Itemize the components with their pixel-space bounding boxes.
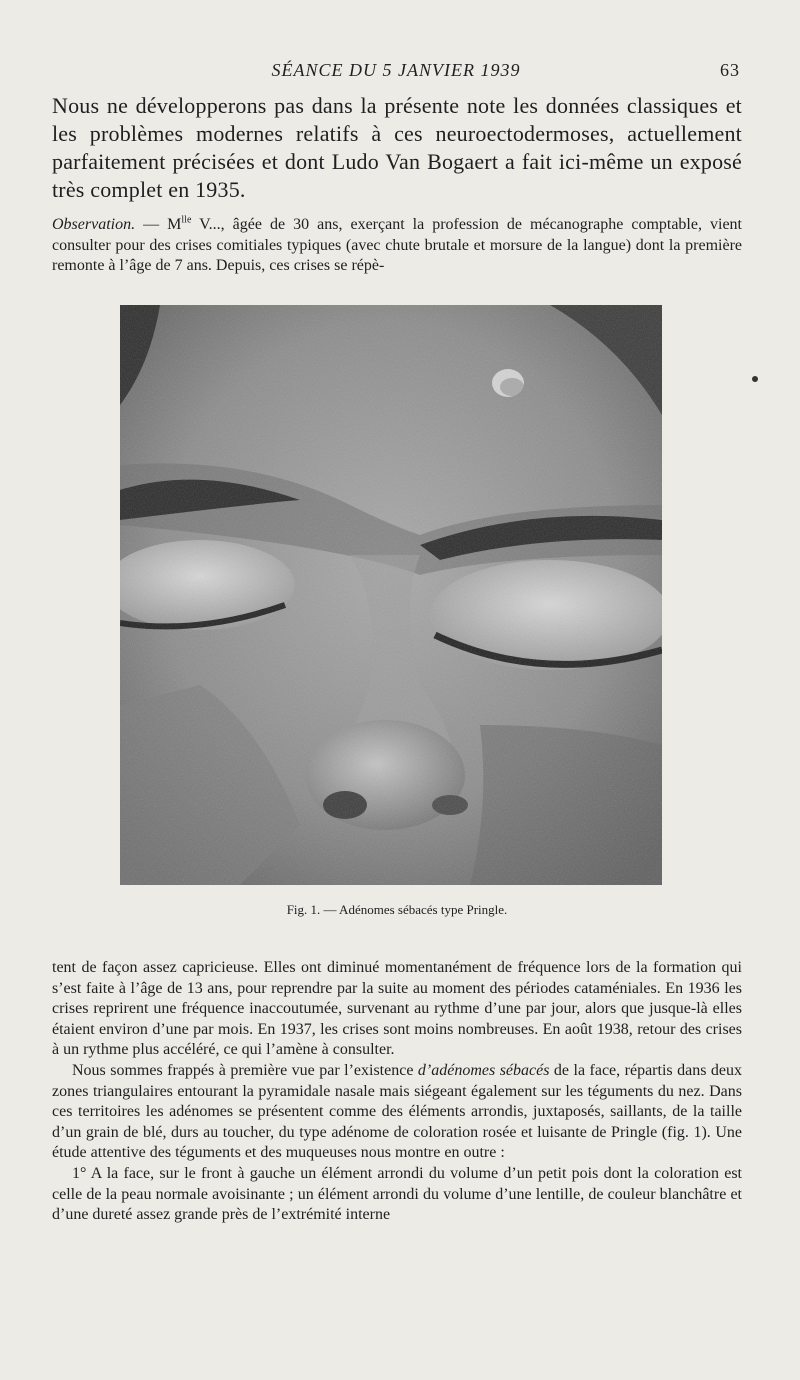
body-paragraph-2-emphasis: d’adénomes sébacés bbox=[417, 1061, 550, 1079]
body-text bbox=[52, 958, 742, 1226]
figure-caption: Fig. 1. — Adénomes sébacés type Pringle. bbox=[286, 902, 508, 917]
body-paragraph-3: 1° A la face, sur le front à gauche un élément arrondi du volume d’un petit pois dont la coloration est celle de la peau normale avoisinante ; un élément arrondi du volume d’une lentille, de couleur blanchâtre et d’une dureté assez grande près de l’extrémité interne bbox=[52, 1164, 742, 1224]
margin-dot bbox=[752, 376, 758, 382]
observation-paragraph bbox=[52, 215, 742, 277]
body-paragraph-1: tent de façon assez capricieuse. Elles ont diminué momentanément de fréquence lors de la formation qui s’est faite à l’âge de 13 ans, pour reprendre par la suite au moment des périodes cataméniales. En 1936 les crises reprirent une fréquence inaccoutumée, survenant au rythme d’une par jour, alors que jusque-là elles étaient environ d’une par mois. En 1937, les crises sont moins nombreuses. En août 1938, retour des crises à un rythme plus accéléré, ce qui l’amène à consulter. bbox=[52, 959, 742, 1059]
body-paragraph-2 bbox=[52, 1061, 742, 1164]
body-paragraph-2-start: Nous sommes frappés à première vue par l’existence bbox=[72, 1061, 418, 1079]
face-photo-illustration bbox=[120, 305, 662, 885]
observation-title-sup: lle bbox=[181, 214, 192, 226]
observation-text: V..., âgée de 30 ans, exerçant la profession de mécanographe comptable, vient consulter pour des crises comitiales typiques (avec chute brutale et morsure de la langue) dont la première remonte à l’âge de 7 ans. Depuis, ces crises se répè- bbox=[52, 216, 742, 274]
figure-photograph bbox=[120, 305, 662, 885]
observation-dash: — M bbox=[135, 216, 182, 233]
observation-lead: Observation. bbox=[52, 216, 136, 233]
page-number: 63 bbox=[720, 60, 740, 80]
body-paragraph-2-end: de la face, répartis dans deux zones triangulaires entourant la pyramidale nasale mais siégeant également sur les téguments du nez. Dans ces territoires les adénomes se présentent comme des éléments arrondis, juxtaposés, saillants, de la taille d’un grain de blé, durs au toucher, du type adénome de coloration rosée et luisante de Pringle (fig. 1). Une étude attentive des téguments et des muqueuses nous montre en outre : bbox=[52, 1061, 742, 1162]
running-title: SÉANCE DU 5 JANVIER 1939 bbox=[271, 60, 521, 80]
intro-paragraph: Nous ne développerons pas dans la présente note les données classiques et les problèmes modernes relatifs à ces neuroectodermoses, actuellement parfaitement précisées et dont Ludo Van Bogaert a fait ici-même un exposé très complet en 1935. bbox=[52, 93, 742, 202]
running-header bbox=[52, 60, 740, 84]
